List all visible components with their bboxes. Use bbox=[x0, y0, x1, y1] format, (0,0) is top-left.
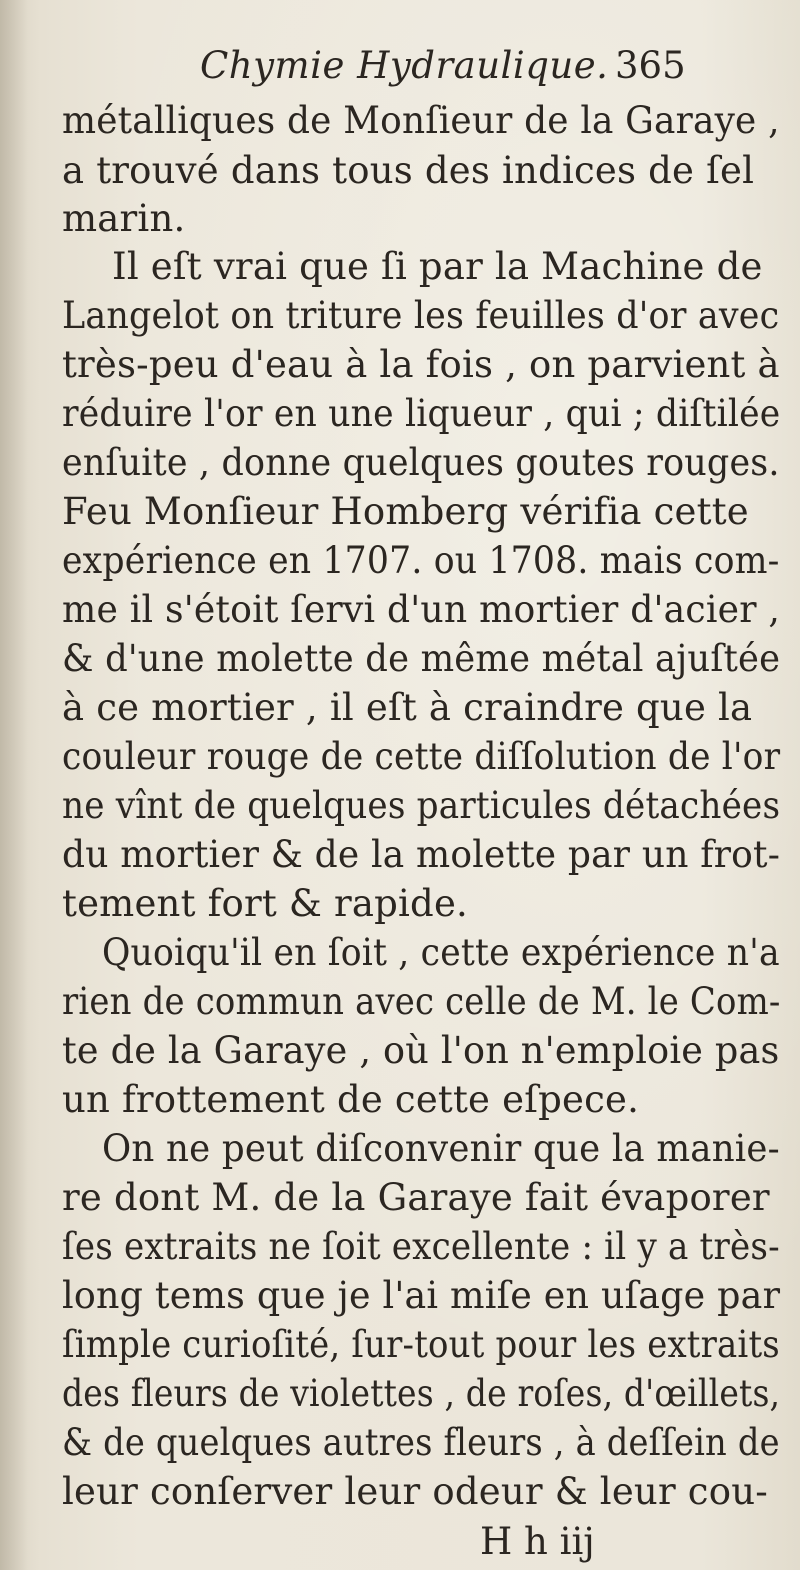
text-line: Langelot on triture les feuilles d'or avec bbox=[62, 294, 780, 337]
text-line: leur conſerver leur odeur & leur cou- bbox=[62, 1470, 768, 1513]
text-line: tement fort & rapide. bbox=[62, 882, 468, 925]
text-line: Feu Monſieur Homberg vérifia cette bbox=[62, 490, 749, 533]
text-line: Quoiqu'il en ſoit , cette expérience n'a bbox=[102, 931, 780, 974]
text-line: rien de commun avec celle de M. le Com- bbox=[62, 980, 781, 1023]
text-line: des fleurs de violettes , de roſes, d'œillets, bbox=[62, 1372, 781, 1415]
text-line: réduire l'or en une liqueur , qui ; diſtilée bbox=[62, 392, 781, 435]
text-line: & de quelques autres fleurs , à deſſein de bbox=[62, 1421, 780, 1464]
text-line: métalliques de Monſieur de la Garaye , bbox=[62, 99, 780, 142]
text-line: du mortier & de la molette par un frot- bbox=[62, 833, 781, 876]
text-line: marin. bbox=[62, 197, 186, 240]
page-number: 365 bbox=[615, 44, 686, 87]
text-line: ne vînt de quelques particules détachées bbox=[62, 784, 781, 827]
text-line: enſuite , donne quelques goutes rouges. bbox=[62, 441, 780, 484]
text-line: un frottement de cette eſpece. bbox=[62, 1078, 640, 1121]
text-line: me il s'étoit ſervi d'un mortier d'acier , bbox=[62, 588, 781, 631]
text-line: long tems que je l'ai miſe en uſage par bbox=[62, 1274, 781, 1317]
text-line: On ne peut diſconvenir que la manie- bbox=[102, 1127, 780, 1170]
text-line: & d'une molette de même métal ajuſtée bbox=[62, 637, 781, 680]
text-line: ſes extraits ne ſoit excellente : il y a très- bbox=[62, 1225, 780, 1268]
text-line: Il eſt vrai que ſi par la Machine de bbox=[112, 245, 763, 288]
text-line: te de la Garaye , où l'on n'emploie pas bbox=[62, 1029, 780, 1072]
text-line: expérience en 1707. ou 1708. mais com- bbox=[62, 539, 780, 582]
text-line: très-peu d'eau à la fois , on parvient à bbox=[62, 343, 780, 386]
running-title: Chymie Hydraulique. bbox=[200, 44, 609, 87]
text-line: à ce mortier , il eſt à craindre que la bbox=[62, 686, 753, 729]
text-line: a trouvé dans tous des indices de ſel bbox=[62, 149, 755, 192]
signature-mark: H h iij bbox=[480, 1520, 595, 1563]
text-line: ſimple curioſité, ſur-tout pour les extraits bbox=[62, 1323, 780, 1366]
text-line: re dont M. de la Garaye fait évaporer bbox=[62, 1176, 770, 1219]
text-line: couleur rouge de cette diſſolution de l'or bbox=[62, 735, 781, 778]
